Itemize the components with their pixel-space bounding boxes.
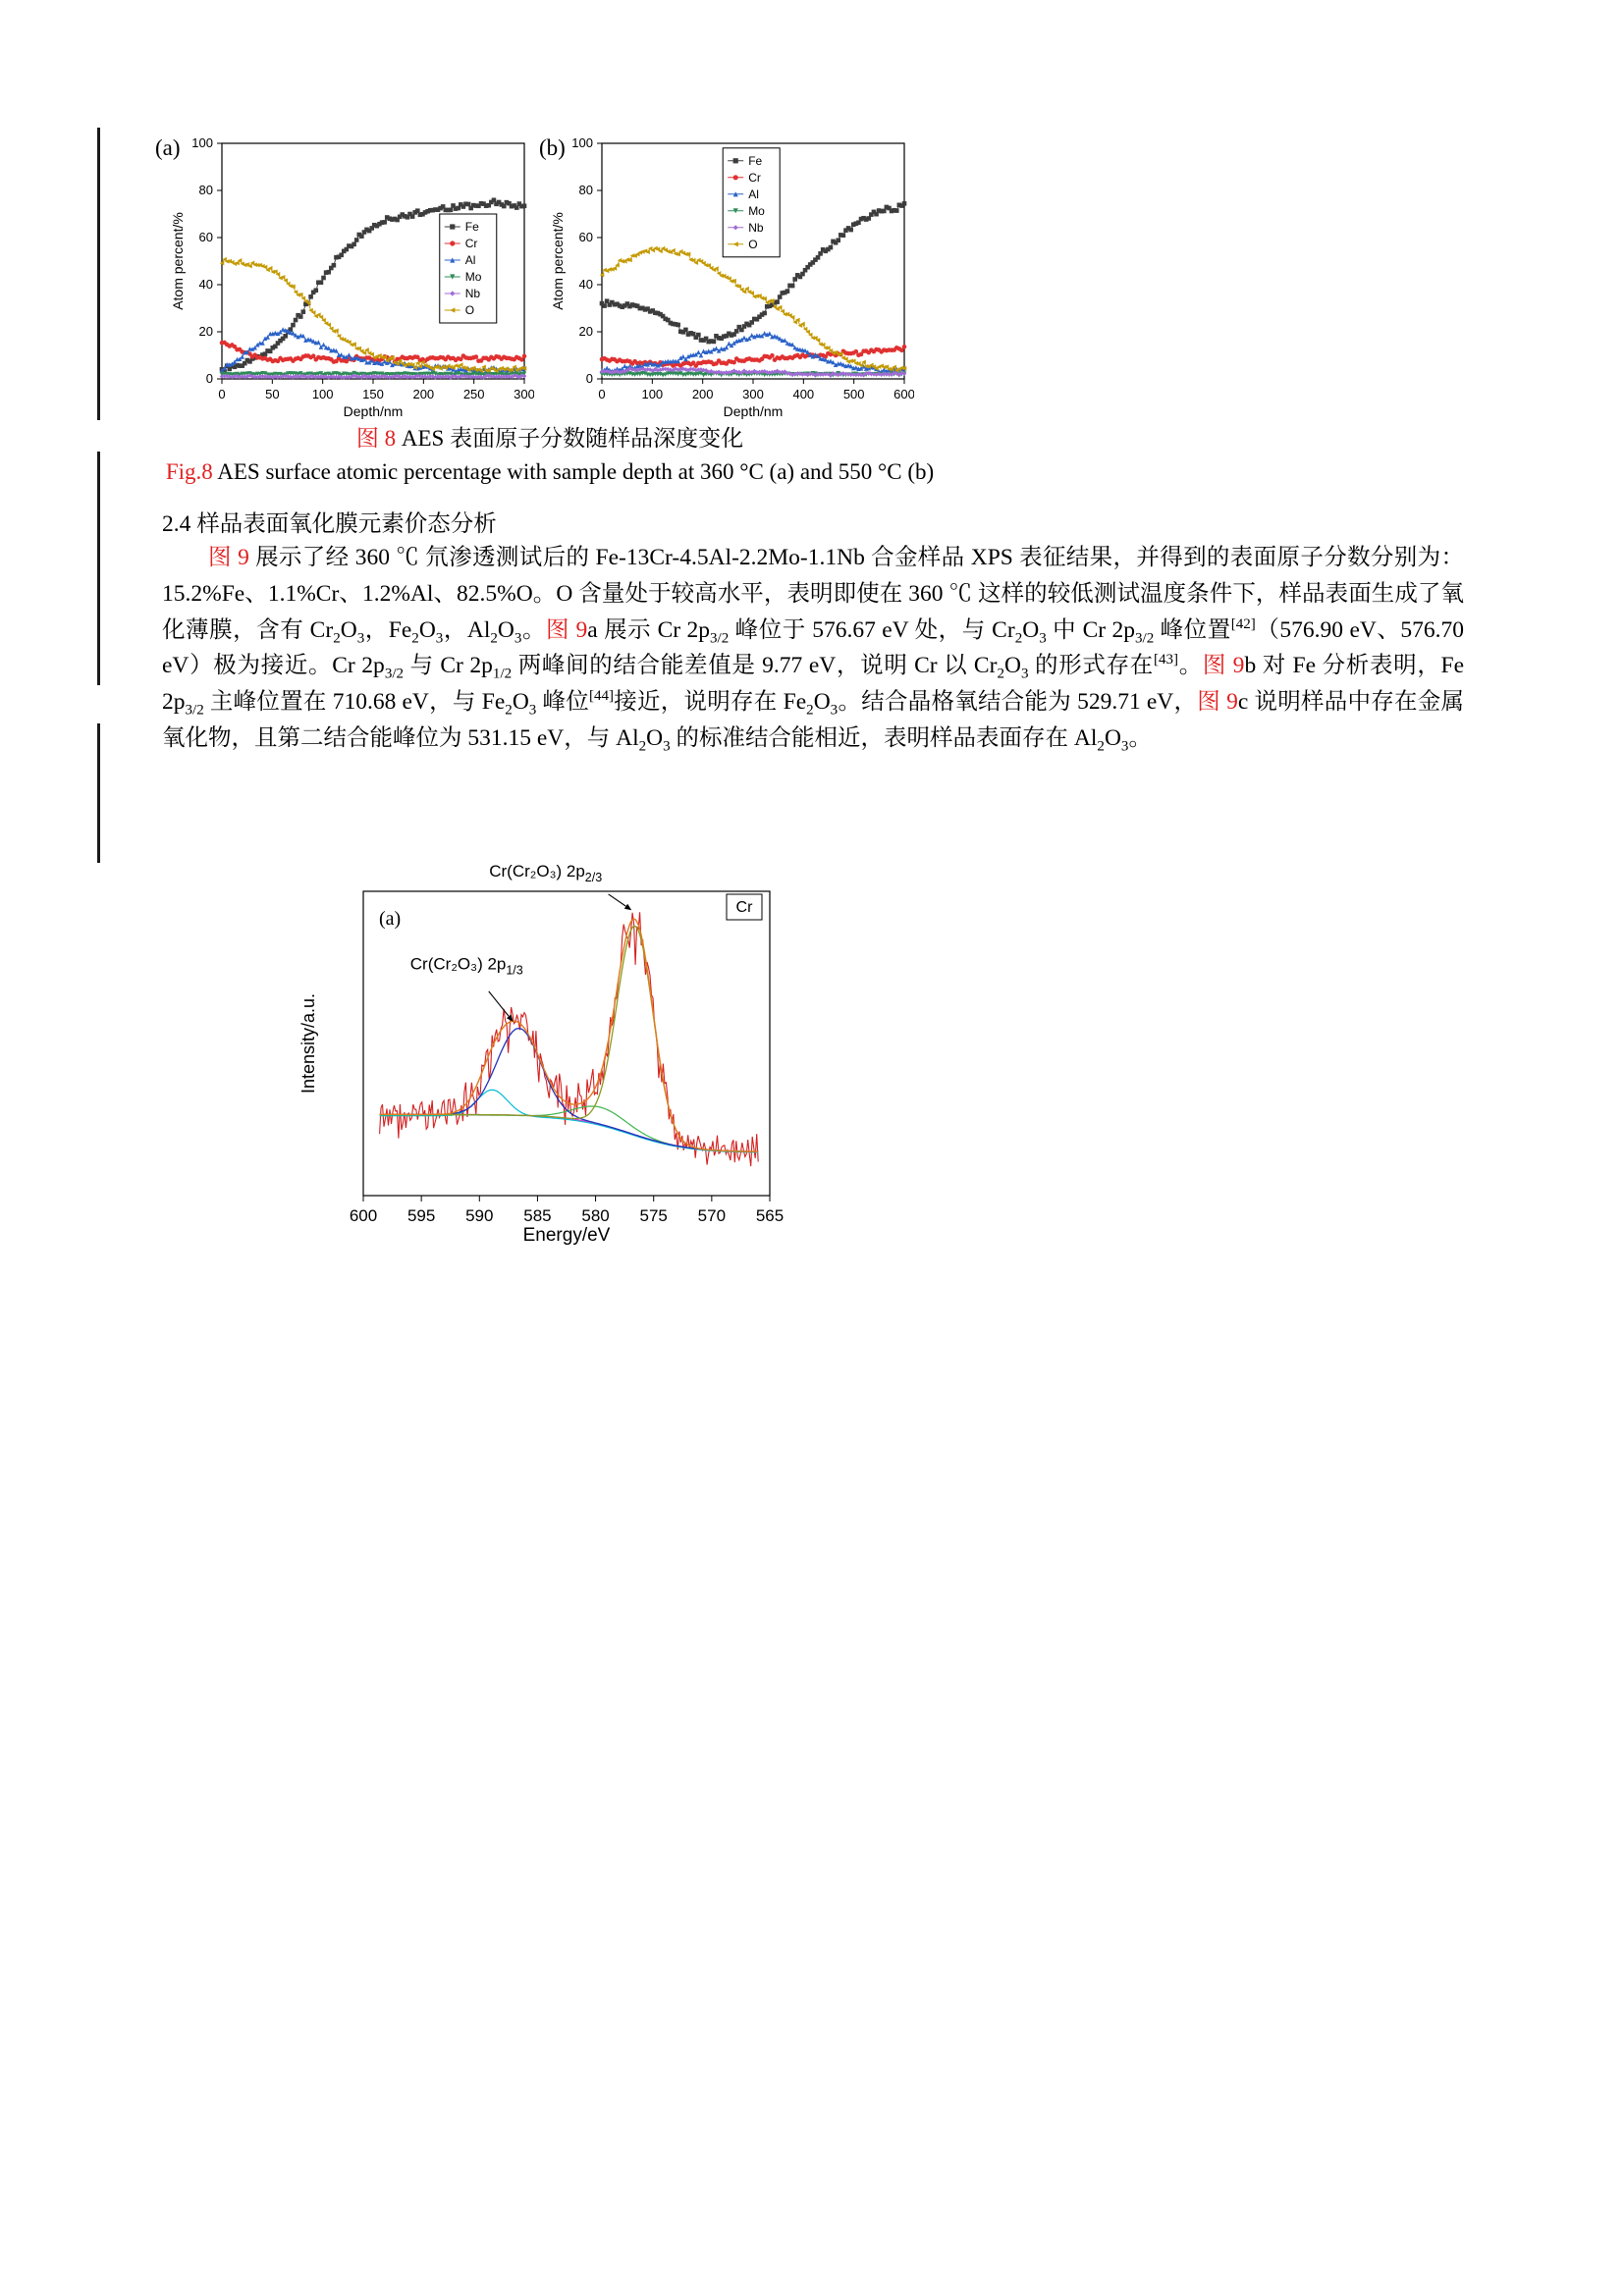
svg-text:O: O — [748, 237, 758, 251]
svg-text:200: 200 — [412, 387, 435, 401]
svg-text:80: 80 — [578, 183, 593, 197]
svg-text:595: 595 — [406, 1206, 436, 1225]
figure8-panel-a-label: (a) — [155, 135, 181, 160]
raw-spectrum — [380, 912, 759, 1166]
svg-text:Atom percent/%: Atom percent/% — [170, 212, 186, 310]
svg-text:575: 575 — [639, 1206, 668, 1225]
svg-text:20: 20 — [578, 324, 593, 339]
svg-text:100: 100 — [571, 135, 593, 150]
section-heading: 2.4 样品表面氧化膜元素价态分析 — [162, 511, 497, 537]
svg-text:580: 580 — [581, 1206, 610, 1225]
xps-chart-cr2p — [293, 860, 803, 1257]
svg-text:O: O — [464, 303, 475, 317]
annotation-2 — [410, 955, 523, 1022]
curves — [380, 912, 759, 1166]
svg-text:100: 100 — [641, 387, 664, 401]
svg-text:Cr: Cr — [464, 237, 478, 250]
svg-text:Mo: Mo — [748, 203, 765, 218]
revision-bar-3 — [97, 723, 100, 863]
aes-550c-svg — [543, 132, 914, 422]
svg-text:585: 585 — [523, 1206, 552, 1225]
fit-shoulder-low — [380, 1106, 759, 1152]
legend — [440, 214, 497, 323]
svg-text:40: 40 — [198, 277, 213, 292]
svg-text:300: 300 — [742, 387, 764, 401]
svg-text:Fe: Fe — [464, 220, 479, 234]
svg-text:Fe: Fe — [748, 153, 763, 168]
aes-chart-360c — [163, 132, 534, 427]
svg-text:500: 500 — [842, 387, 865, 401]
axes — [298, 891, 784, 1246]
svg-text:0: 0 — [205, 371, 213, 386]
svg-text:150: 150 — [362, 387, 384, 401]
svg-text:Intensity/a.u.: Intensity/a.u. — [298, 992, 318, 1095]
svg-text:100: 100 — [191, 135, 213, 150]
element-label-box — [727, 894, 762, 920]
svg-text:600: 600 — [349, 1206, 378, 1225]
svg-text:Cr(Cr₂O₃) 2p1/3: Cr(Cr₂O₃) $2p_{1/3}$ — [409, 954, 523, 978]
svg-text:250: 250 — [462, 387, 485, 401]
svg-text:(a): (a) — [379, 908, 402, 930]
svg-text:Mo: Mo — [464, 270, 482, 284]
figure8-caption-cn: 图 8 AES 表面原子分数随样品深度变化 — [355, 426, 744, 451]
aes-chart-550c — [543, 132, 914, 427]
svg-text:Cr: Cr — [735, 899, 753, 916]
aes-360c-svg — [163, 132, 534, 422]
svg-text:Cr(Cr₂O₃) 2p2/3: Cr(Cr₂O₃) $2p_{2/3}$ — [489, 862, 603, 885]
xps-svg — [293, 860, 803, 1253]
svg-text:50: 50 — [265, 387, 280, 401]
svg-text:Depth/nm: Depth/nm — [343, 403, 404, 419]
svg-text:590: 590 — [465, 1206, 494, 1225]
svg-text:Al: Al — [464, 253, 476, 267]
svg-text:Atom percent/%: Atom percent/% — [550, 212, 566, 310]
revision-bar-2 — [97, 452, 100, 685]
svg-text:600: 600 — [893, 387, 914, 401]
svg-text:200: 200 — [691, 387, 714, 401]
fit-peak-2p12 — [380, 1029, 759, 1152]
svg-text:100: 100 — [311, 387, 334, 401]
figure8-caption-en: Fig.8 AES surface atomic percentage with sample depth at 360 °C (a) and 550 °C (b) — [165, 459, 935, 484]
svg-text:565: 565 — [755, 1206, 785, 1225]
svg-text:Cr: Cr — [748, 170, 761, 185]
body-paragraph: 图 9 展示了经 360 ℃ 氘渗透测试后的 Fe-13Cr-4.5Al-2.2Mo-1.1Nb 合金样品 XPS 表征结果，并得到的表面原子分数分别为：15.2%Fe、1.1%Cr、1.2%Al、82.5%O。O 含量处于较高水平，表明即使在 360 ℃ 这样的较低测试温度条件下，样品表面生成了氧化薄膜，含有 $Cr_2O_3$，$Fe_2O_3$，$Al_2O_3$。图 9a 展示 Cr $2p_{3/2}$ 峰位于 576.67 eV 处，与 $Cr_2O_3$ 中 Cr $2p_{3/2}$ 峰位置[42]（576.90 eV、576.70 eV）极为接近。Cr $2p_{3/2}$ 与 Cr $2p_{1/2}$ 两峰间的结合能差值是 9.77 eV，说明 Cr 以 $Cr_2O_3$ 的形式存在[43]。图 9b 对 Fe 分析表明，Fe $2p_{3/2}$ 主峰位置在 710.68 eV，与 $Fe_2O_3$ 峰位[44]接近，说明存在 $Fe_2O_3$。结合晶格氧结合能为 529.71 eV，图 9c 说明样品中存在金属氧化物，且第二结合能峰位为 531.15 eV，与 $Al_2O_3$ 的标准结合能相近，表明样品表面存在 $Al_2O_3$。 — [162, 545, 1465, 755]
svg-text:0: 0 — [218, 387, 226, 401]
svg-text:0: 0 — [585, 371, 593, 386]
svg-text:570: 570 — [697, 1206, 727, 1225]
svg-text:Al: Al — [748, 187, 759, 201]
figure8-panel-b-label: (b) — [539, 135, 566, 160]
svg-text:60: 60 — [198, 230, 213, 244]
svg-text:80: 80 — [198, 183, 213, 197]
svg-text:20: 20 — [198, 324, 213, 339]
svg-text:60: 60 — [578, 230, 593, 244]
legend — [723, 148, 780, 257]
annotation-1 — [489, 862, 631, 910]
revision-bar-1 — [97, 128, 100, 420]
svg-text:0: 0 — [598, 387, 606, 401]
svg-text:300: 300 — [514, 387, 534, 401]
svg-text:40: 40 — [578, 277, 593, 292]
svg-text:400: 400 — [792, 387, 815, 401]
svg-text:Depth/nm: Depth/nm — [723, 403, 784, 419]
svg-text:Energy/eV: Energy/eV — [522, 1225, 611, 1246]
svg-text:Nb: Nb — [464, 287, 481, 300]
svg-text:Nb: Nb — [748, 220, 764, 235]
